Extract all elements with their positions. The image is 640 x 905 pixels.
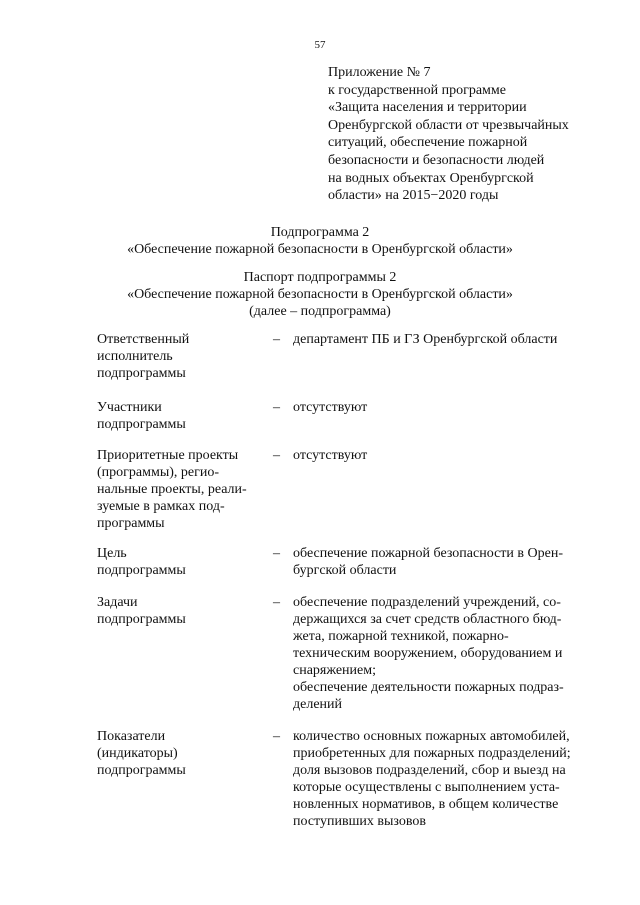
row-dash: – [273,546,280,561]
row-dash: – [273,595,280,610]
value-line: отсутствуют [293,448,368,463]
appendix-line: Приложение № 7 [328,65,431,80]
label-line: Участники [97,400,162,415]
heading-line: «Обеспечение пожарной безопасности в Оренбургской области» [127,287,513,302]
heading-line: (далее – подпрограмма) [249,304,391,319]
value-line: доля вызовов подразделений, сбор и выезд на [293,763,566,778]
row-label [97,728,267,779]
appendix-line: «Защита населения и территории [328,100,527,116]
label-line: подпрограммы [97,366,186,381]
appendix-note [328,64,608,205]
row-value [293,331,593,348]
value-line: которые осуществлены с выполнением уста- [293,780,560,795]
value-line: обеспечение подразделений учреждений, со- [293,595,561,610]
label-line: подпрограммы [97,763,186,778]
row-label [97,447,267,532]
row-dash: – [273,332,280,347]
value-line: жета, пожарной техникой, пожарно- [293,629,509,644]
value-line: бургской области [293,563,397,578]
value-line: количество основных пожарных автомобилей, [293,729,570,744]
label-line: Ответственный [97,332,190,347]
label-line: зуемые в рамках под- [97,499,225,514]
value-line: техническим вооружением, оборудованием и [293,646,563,661]
value-line: держащихся за счет средств областного бюд- [293,612,562,627]
heading-line: «Обеспечение пожарной безопасности в Оренбургской области» [127,242,513,257]
value-line: снаряжением; [293,663,377,678]
label-line: Показатели [97,729,166,744]
subprogram-heading [0,224,640,258]
row-label [97,399,267,433]
row-value [293,594,593,713]
row-dash: – [273,729,280,744]
label-line: подпрограммы [97,417,186,432]
label-line: исполнитель [97,349,173,364]
label-line: Задачи [97,595,138,610]
value-line: поступивших вызовов [293,814,426,829]
label-line: нальные проекты, реали- [97,482,247,497]
appendix-line: на водных объектах Оренбургской [328,170,534,186]
row-label [97,331,267,382]
label-line: подпрограммы [97,612,186,627]
label-line: подпрограммы [97,563,186,578]
value-line: обеспечение пожарной безопасности в Орен- [293,546,563,561]
value-line: новленных нормативов, в общем количестве [293,797,559,812]
row-value [293,728,593,830]
value-line: отсутствуют [293,400,368,415]
label-line: Цель [97,546,127,561]
label-line: (программы), регио- [97,465,220,480]
row-label [97,594,267,628]
row-label [97,545,267,579]
value-line: приобретенных для пожарных подразделений; [293,746,571,761]
label-line: (индикаторы) [97,746,178,761]
row-value [293,447,593,464]
appendix-line: к государственной программе [328,82,506,98]
page-number: 57 [314,39,326,51]
row-dash: – [273,400,280,415]
appendix-line: области» на 2015−2020 годы [328,188,499,204]
heading-line: Подпрограмма 2 [270,225,370,240]
heading-line: Паспорт подпрограммы 2 [243,270,397,285]
row-dash: – [273,448,280,463]
value-line: обеспечение деятельности пожарных подраз- [293,680,564,695]
value-line: делений [293,697,343,712]
passport-heading [0,269,640,320]
value-line: департамент ПБ и ГЗ Оренбургской области [293,332,558,347]
appendix-line: ситуаций, обеспечение пожарной [328,135,528,151]
appendix-line: Оренбургской области от чрезвычайных [328,117,569,133]
appendix-line: безопасности и безопасности людей [328,152,545,168]
row-value [293,545,593,579]
row-value [293,399,593,416]
label-line: Приоритетные проекты [97,448,239,463]
label-line: программы [97,516,165,531]
